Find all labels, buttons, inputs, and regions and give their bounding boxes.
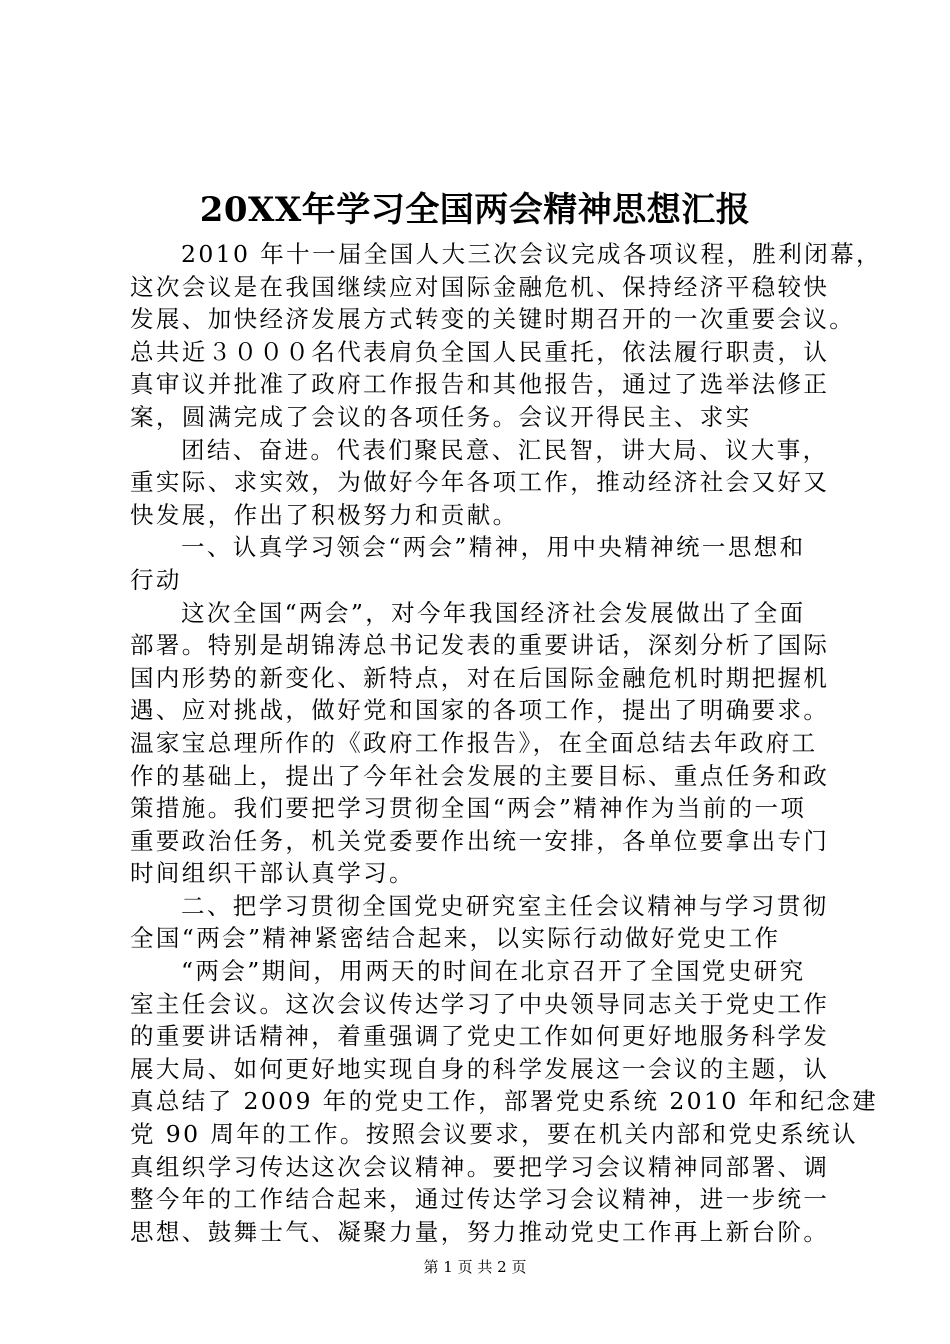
body-text-line: 这次全国“两会”，对今年我国经济社会发展做出了全面 bbox=[181, 598, 806, 627]
body-text-line: 重要政治任务，机关党委要作出统一安排，各单位要拿出专门 bbox=[130, 826, 830, 855]
body-text-line: 遇、应对挑战，做好党和国家的各项工作，提出了明确要求。 bbox=[130, 696, 830, 725]
body-text-line: 思想、鼓舞士气、凝聚力量，努力推动党史工作再上新台阶。 bbox=[130, 1217, 830, 1246]
body-text-line: 2010 年十一届全国人大三次会议完成各项议程，胜利闭幕， bbox=[181, 240, 882, 268]
body-text-line: 展大局、如何更好地实现自身的科学发展这一会议的主题，认 bbox=[130, 1054, 830, 1083]
body-text-line: 策措施。我们要把学习贯彻全国“两会”精神作为当前的一项 bbox=[130, 794, 807, 823]
body-text-line: 真总结了 2009 年的党史工作，部署党史系统 2010 年和纪念建 bbox=[130, 1087, 879, 1116]
body-text-line: 案，圆满完成了会议的各项任务。会议开得民主、求实 bbox=[130, 402, 752, 431]
document-body bbox=[130, 238, 882, 1248]
body-text-line: 整今年的工作结合起来，通过传达学习会议精神，进一步统一 bbox=[130, 1185, 830, 1214]
body-text-line: 快发展，作出了积极努力和贡献。 bbox=[130, 500, 519, 529]
body-text-line: 时间组织干部认真学习。 bbox=[130, 859, 415, 888]
body-text-line: “两会”期间，用两天的时间在北京召开了全国党史研究 bbox=[181, 957, 806, 986]
body-text-line: 真组织学习传达这次会议精神。要把学习会议精神同部署、调 bbox=[130, 1152, 830, 1181]
body-text-line: 真审议并批准了政府工作报告和其他报告，通过了选举法修正 bbox=[130, 370, 830, 399]
body-text-line: 一、认真学习领会“两会”精神，用中央精神统一思想和 bbox=[181, 533, 806, 562]
body-text-line: 发展、加快经济发展方式转变的关键时期召开的一次重要会议。 bbox=[130, 305, 856, 334]
body-text-line: 团结、奋进。代表们聚民意、汇民智，讲大局、议大事， bbox=[181, 435, 829, 464]
page-number-footer: 第 1 页 共 2 页 bbox=[423, 1258, 527, 1276]
body-text-line: 部署。特别是胡锦涛总书记发表的重要讲话，深刻分析了国际 bbox=[130, 631, 830, 660]
body-text-line: 行动 bbox=[130, 565, 182, 594]
body-text-line: 的重要讲话精神，着重强调了党史工作如何更好地服务科学发 bbox=[130, 1022, 830, 1051]
body-text-line: 二、把学习贯彻全国党史研究室主任会议精神与学习贯彻 bbox=[181, 891, 829, 920]
body-text-line: 温家宝总理所作的《政府工作报告》，在全面总结去年政府工 bbox=[130, 728, 818, 757]
body-text-line: 重实际、求实效，为做好今年各项工作，推动经济社会又好又 bbox=[130, 468, 830, 497]
body-text-line: 全国“两会”精神紧密结合起来，以实际行动做好党史工作 bbox=[130, 924, 781, 953]
body-text-line: 国内形势的新变化、新特点，对在后国际金融危机时期把握机 bbox=[130, 663, 830, 692]
body-text-line: 这次会议是在我国继续应对国际金融危机、保持经济平稳较快 bbox=[130, 272, 830, 301]
body-text-line: 总共近３０００名代表肩负全国人民重托，依法履行职责，认 bbox=[130, 337, 830, 366]
document-title: 20XX年学习全国两会精神思想汇报 bbox=[199, 190, 751, 230]
body-text-line: 作的基础上，提出了今年社会发展的主要目标、重点任务和政 bbox=[130, 761, 830, 790]
body-text-line: 室主任会议。这次会议传达学习了中央领导同志关于党史工作 bbox=[130, 989, 830, 1018]
body-text-line: 党 90 周年的工作。按照会议要求，要在机关内部和党史系统认 bbox=[130, 1120, 858, 1149]
